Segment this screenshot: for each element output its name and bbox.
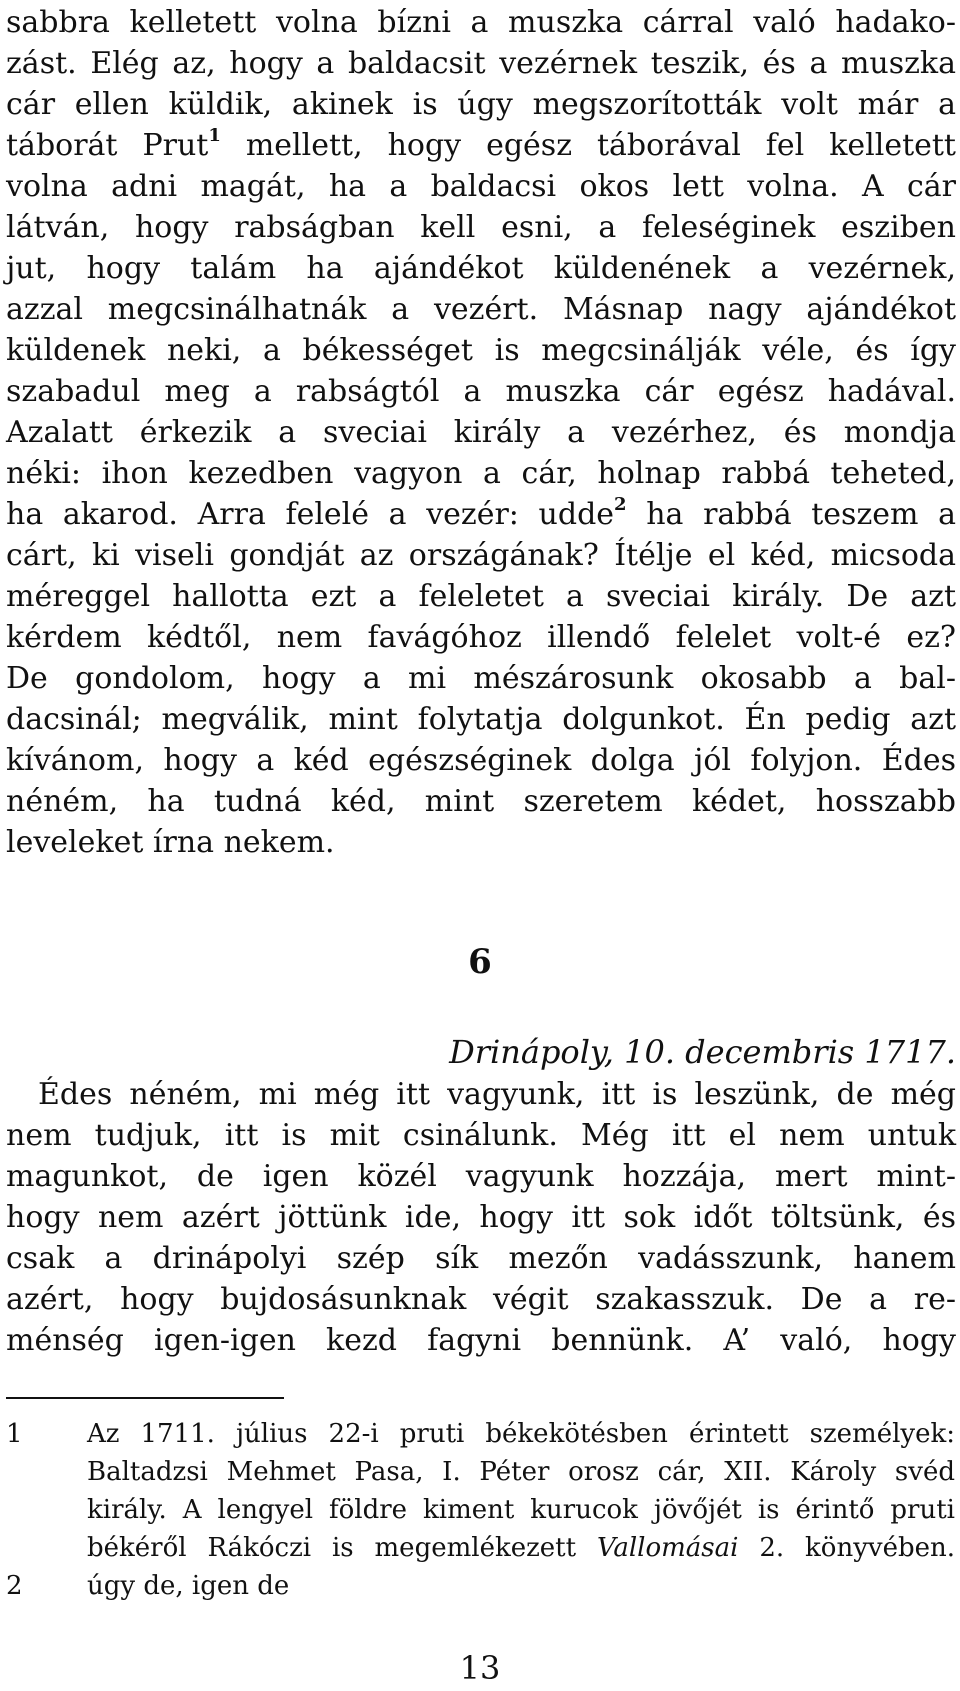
- body-line: zást. Elég az, hogy a baldacsit vezérnek teszik, és a muszka: [6, 46, 956, 81]
- letter-dateline: Drinápoly, 10. decembris 1717.: [449, 1033, 956, 1071]
- footnote-text: békéről Rákóczi is megemlékezett: [87, 1533, 597, 1563]
- letter-line: Édes néném, mi még itt vagyunk, itt is leszünk, de még: [38, 1077, 956, 1112]
- footnote-line: úgy de, igen de: [87, 1571, 290, 1601]
- body-line: szabadul meg a rabságtól a muszka cár egész hadával.: [6, 374, 956, 409]
- book-title: Vallomásai: [596, 1533, 739, 1563]
- body-line: Azalatt érkezik a sveciai király a vezérhez, és mondja: [6, 415, 956, 450]
- body-line: sabbra kelletett volna bízni a muszka cárral való hadako-: [6, 5, 956, 40]
- footnote-line: Baltadzsi Mehmet Pasa, I. Péter orosz cár, XII. Károly svéd: [87, 1457, 955, 1487]
- footnote-line: [87, 1530, 955, 1566]
- letter-number: 6: [468, 942, 492, 982]
- letter-line: magunkot, de igen közél vagyunk hozzája, mert mint-: [6, 1159, 956, 1194]
- letter-line: nem tudjuk, itt is mit csinálunk. Még itt el nem untuk: [6, 1118, 956, 1153]
- body-line: [6, 126, 956, 166]
- body-line: néki: ihon kezedben vagyon a cár, holnap rabbá teheted,: [6, 456, 956, 491]
- footnote-ref-2[interactable]: 2: [614, 494, 627, 515]
- letter-line: csak a drinápolyi szép sík mezőn vadásszunk, hanem: [6, 1241, 956, 1276]
- body-text: táborát Prut: [6, 128, 209, 163]
- letter-line: ménség igen-igen kezd fagyni bennünk. A’ való, hogy: [6, 1323, 956, 1358]
- body-text: ha rabbá teszem a: [626, 497, 956, 532]
- footnote-number: 1: [6, 1419, 23, 1449]
- body-line: néném, ha tudná kéd, mint szeretem kédet, hosszabb: [6, 784, 956, 819]
- footnote-number: 2: [6, 1571, 23, 1601]
- body-line: dacsinál; megválik, mint folytatja dolgunkot. Én pedig azt: [6, 702, 956, 737]
- body-line: cár ellen küldik, akinek is úgy megszorították volt már a: [6, 87, 956, 122]
- letter-line: hogy nem azért jöttünk ide, hogy itt sok időt töltsünk, és: [6, 1200, 956, 1235]
- page-number: 13: [459, 1649, 501, 1687]
- footnote-line: Az 1711. július 22-i pruti békekötésben érintett személyek:: [87, 1419, 955, 1449]
- body-line: volna adni magát, ha a baldacsi okos lett volna. A cár: [6, 169, 956, 204]
- body-line: [6, 495, 956, 535]
- body-line: küldenek neki, a békességet is megcsinálják véle, és így: [6, 333, 956, 368]
- body-line: látván, hogy rabságban kell esni, a feleséginek esziben: [6, 210, 956, 245]
- footnote-text: 2. könyvében.: [738, 1533, 955, 1563]
- body-line: cárt, ki viseli gondját az országának? Ítélje el kéd, micsoda: [6, 538, 956, 573]
- body-line: De gondolom, hogy a mi mészárosunk okosabb a bal-: [6, 661, 956, 696]
- body-line: méreggel hallotta ezt a feleletet a sveciai király. De azt: [6, 579, 956, 614]
- body-line: kérdem kédtől, nem favágóhoz illendő felelet volt-é ez?: [6, 620, 956, 655]
- body-line: leveleket írna nekem.: [6, 825, 335, 860]
- footnote-line: király. A lengyel földre kiment kurucok jövőjét is érintő pruti: [87, 1495, 955, 1525]
- footnote-separator: [6, 1397, 284, 1399]
- body-text: ha akarod. Arra felelé a vezér: udde: [6, 497, 615, 532]
- body-line: jut, hogy talám ha ajándékot küldenének a vezérnek,: [6, 251, 956, 286]
- body-line: kívánom, hogy a kéd egészséginek dolga jól folyjon. Édes: [6, 743, 956, 778]
- body-line: azzal megcsinálhatnák a vezért. Másnap nagy ajándékot: [6, 292, 956, 327]
- footnote-ref-1[interactable]: 1: [208, 125, 221, 146]
- letter-line: azért, hogy bujdosásunknak végit szakasszuk. De a re-: [6, 1282, 956, 1317]
- body-text: mellett, hogy egész táborával fel kelletett: [220, 128, 956, 163]
